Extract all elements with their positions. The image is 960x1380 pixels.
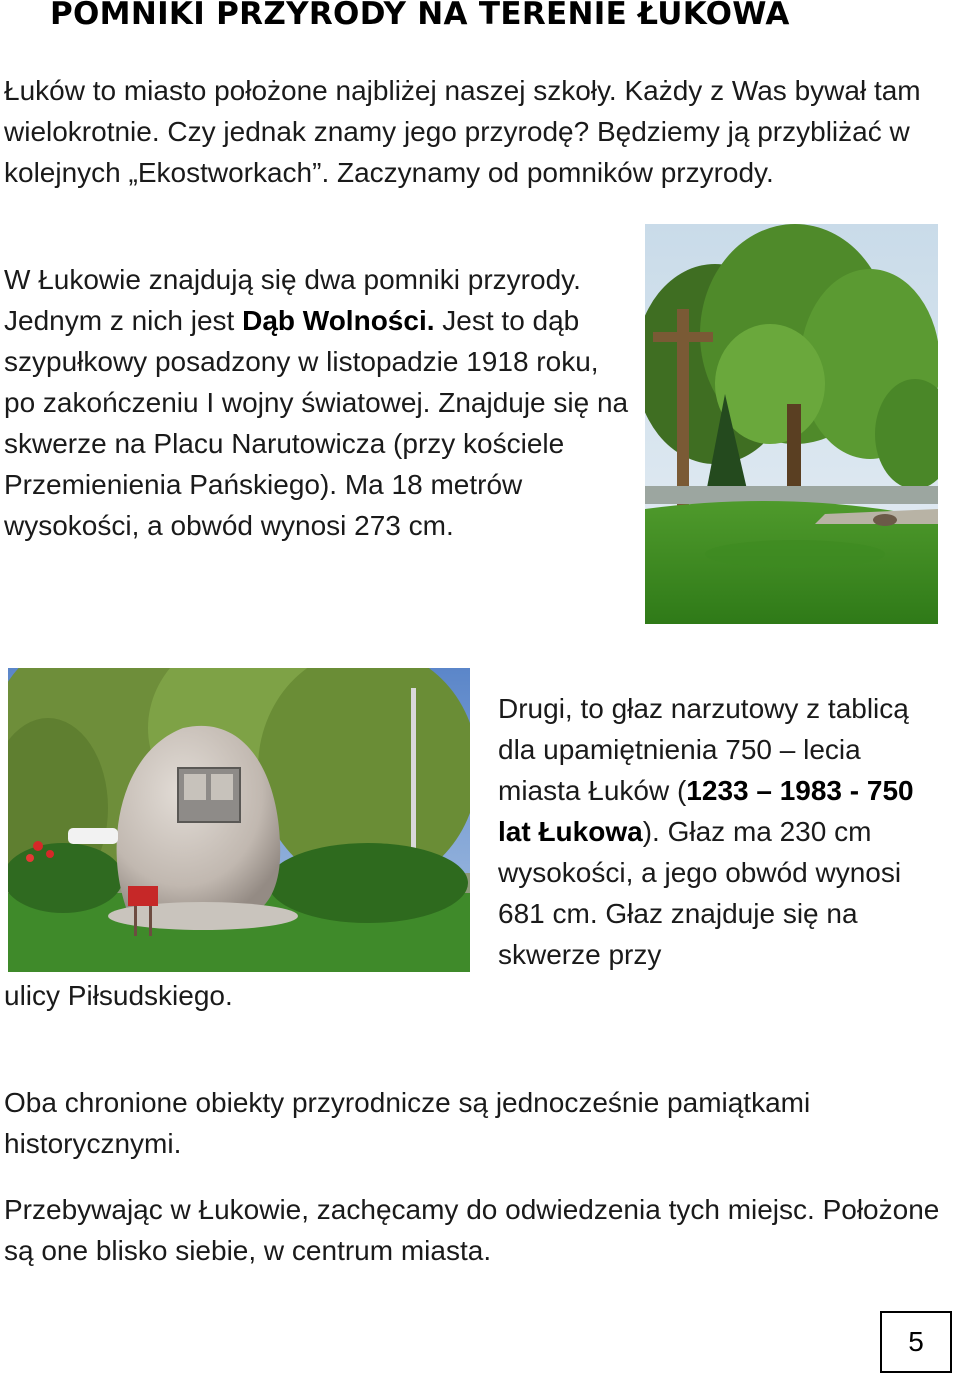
oak-details-text: Jest to dąb szypułkowy posadzony w listopadzie 1918 roku, po zakończeniu I wojny światowej. Znajduje się na skwerze na Placu Narutowicza (przy kościele Przemienienia Pańskiego). Ma 18 metrów wysokości, a obwód wynosi 273 cm. bbox=[4, 305, 629, 541]
oak-lead-text: W Łukowie znajdują się dwa pomniki przyrody. Jednym z nich jest bbox=[4, 264, 581, 336]
page-number: 5 bbox=[880, 1311, 952, 1373]
oak-name: Dąb Wolności. bbox=[242, 305, 435, 336]
closing-paragraph-1: Oba chronione obiekty przyrodnicze są jednocześnie pamiątkami historycznymi. bbox=[4, 1087, 811, 1159]
intro-paragraph: Łuków to miasto położone najbliżej naszej szkoły. Każdy z Was bywał tam wielokrotnie. Czy jednak znamy jego przyrodę? Będziemy ją przybliżać w kolejnych „Ekostworkach”. Zaczynamy od pomników przyrody. bbox=[4, 75, 921, 188]
boulder-photo-drawing bbox=[8, 668, 470, 972]
oak-photo-drawing bbox=[645, 224, 938, 624]
oak-photo bbox=[645, 224, 938, 624]
boulder-paragraph bbox=[498, 688, 948, 975]
boulder-paragraph-tail: ulicy Piłsudskiego. bbox=[4, 980, 233, 1011]
boulder-details-text: ). Głaz ma 230 cm wysokości, a jego obwód wynosi 681 cm. Głaz znajduje się na skwerze przy bbox=[498, 816, 902, 970]
oak-paragraph bbox=[4, 259, 629, 546]
boulder-photo bbox=[8, 668, 470, 972]
boulder-anniversary: 1233 – 1983 - 750 lat Łukowa bbox=[498, 775, 914, 847]
closing-paragraph-2: Przebywając w Łukowie, zachęcamy do odwiedzenia tych miejsc. Położone są one blisko siebie, w centrum miasta. bbox=[4, 1194, 940, 1266]
boulder-lead-text: Drugi, to głaz narzutowy z tablicą dla upamiętnienia 750 – lecia miasta Łuków ( bbox=[498, 693, 909, 806]
page-title: POMNIKI PRZYRODY NA TERENIE ŁUKOWA bbox=[50, 0, 790, 32]
